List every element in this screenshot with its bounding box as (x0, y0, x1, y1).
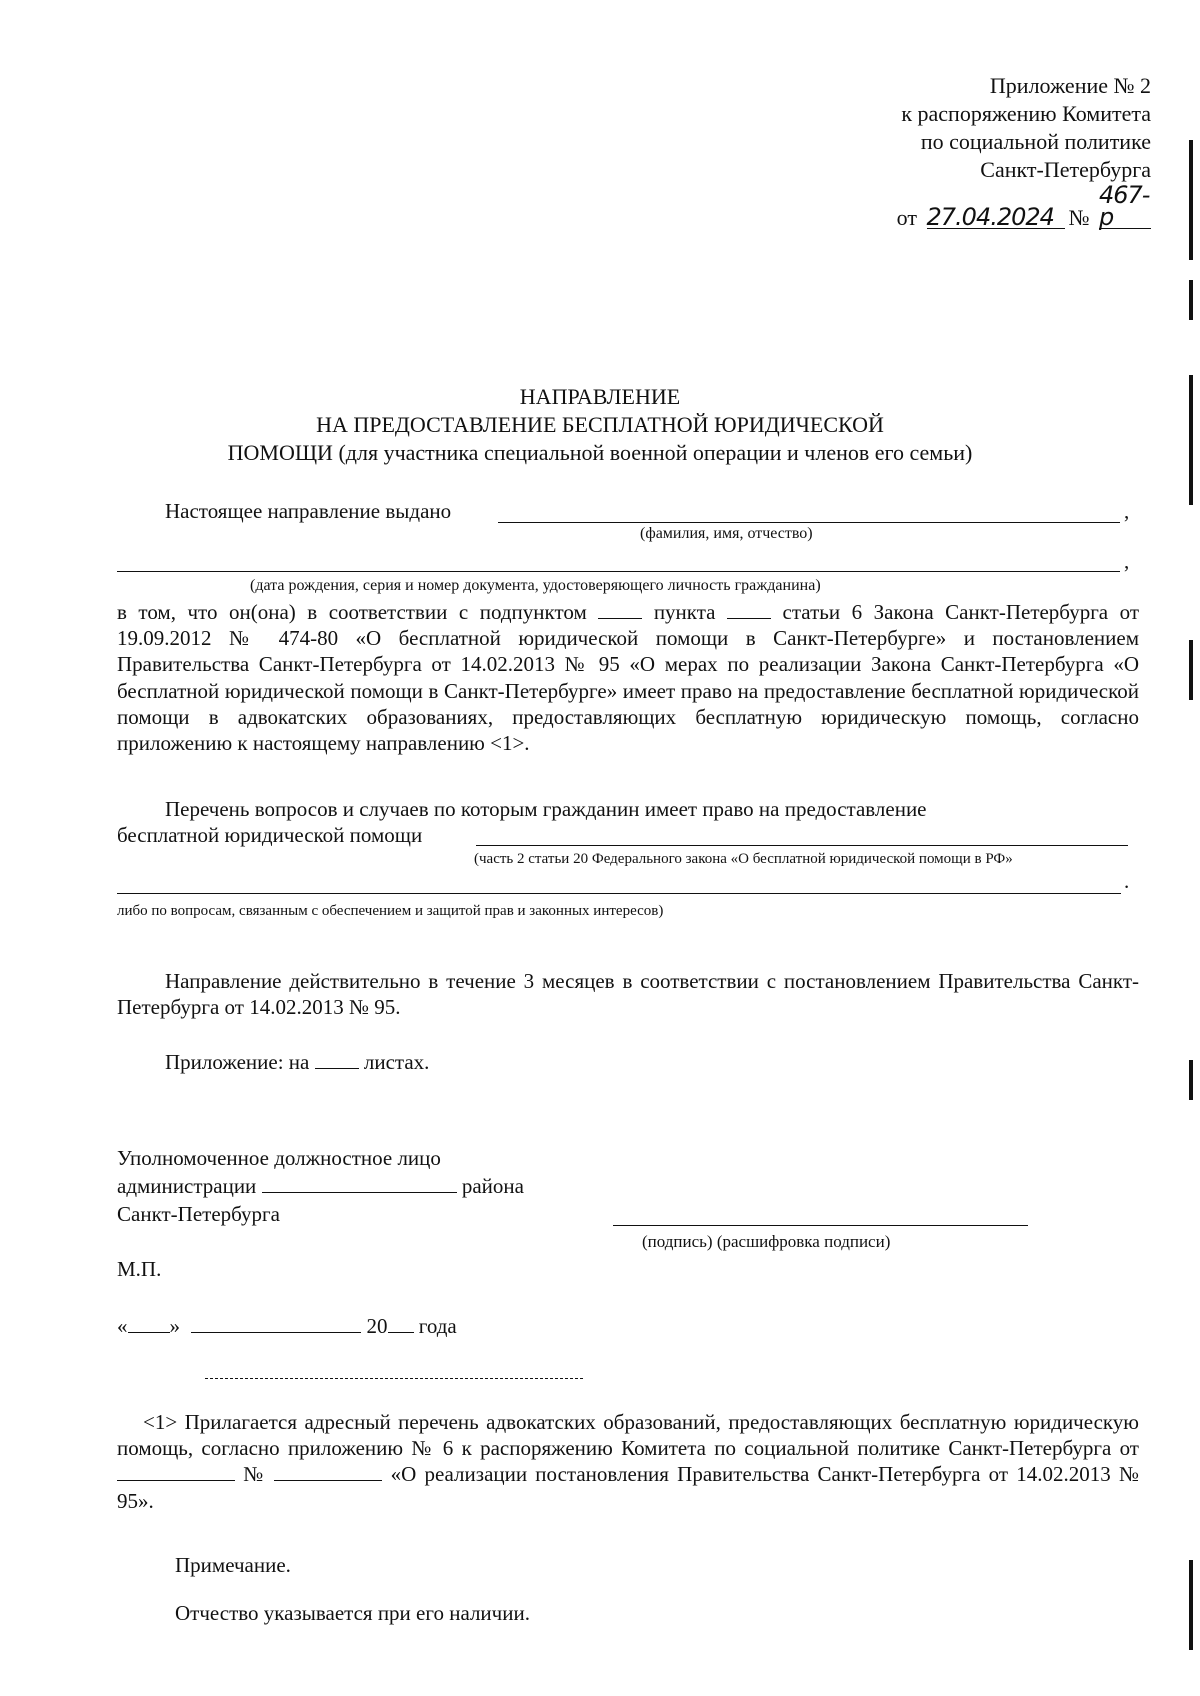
title-line-1: НАПРАВЛЕНИЕ (519, 384, 681, 409)
questions-paragraph (117, 796, 1139, 822)
year-prefix: 20 (366, 1314, 388, 1338)
attachment-prefix: Приложение: на (165, 1050, 310, 1074)
scan-edge (1189, 0, 1194, 1696)
validity-paragraph (117, 968, 1139, 1020)
appendix-header (897, 72, 1151, 232)
questions-blank-line-2 (117, 893, 1121, 894)
footnote-text-a: <1> Прилагается адресный перечень адвокатских образований, предоставляющих бесплатную юридическую помощь, согласно приложению № 6 к распоряжению Комитета по социальной политике Санкт-Петербурга от (117, 1410, 1139, 1461)
signature-decoding-blank-line (773, 1225, 1028, 1226)
questions-period: . (1124, 869, 1130, 893)
note-title: Примечание. (175, 1553, 291, 1577)
document-title (0, 383, 1200, 467)
document-caption: (дата рождения, серия и номер документа, удостоверяющего личность гражданина) (250, 577, 821, 594)
footnote-text-c: «О реализации постановления Правительства Санкт-Петербурга от 14.02.2013 № 95». (117, 1462, 1140, 1513)
note-text: Отчество указывается при его наличии. (175, 1601, 530, 1625)
signature-caption: (подпись) (расшифровка подписи) (642, 1232, 891, 1251)
official-line-2 (117, 1173, 524, 1199)
para1-part-b: пункта (653, 600, 716, 624)
point-blank (727, 600, 771, 619)
fio-caption: (фамилия, имя, отчество) (640, 525, 813, 542)
document-blank-line (117, 571, 1120, 572)
document-comma: , (1124, 549, 1130, 573)
day-blank (128, 1314, 170, 1333)
month-blank (191, 1314, 361, 1333)
year-blank (388, 1314, 414, 1333)
administration-label: администрации (117, 1174, 257, 1198)
law-caption: (часть 2 статьи 20 Федерального закона «О бесплатной юридической помощи в РФ» (474, 851, 1013, 867)
attachment-line (165, 1049, 429, 1075)
quote-close: » (169, 1314, 180, 1338)
official-line-3: Санкт-Петербурга (117, 1202, 280, 1226)
number-prefix: № (1068, 205, 1090, 230)
footnote-separator (205, 1378, 583, 1379)
footnote-number-blank (274, 1462, 382, 1481)
footnote-date-blank (117, 1462, 235, 1481)
district-label: района (461, 1174, 524, 1198)
questions-text: Перечень вопросов и случаев по которым гражданин имеет право на предоставление (165, 797, 927, 821)
quote-open: « (117, 1314, 128, 1338)
footnote-paragraph (117, 1409, 1139, 1514)
header-line-2: к распоряжению Комитета (901, 101, 1151, 126)
issued-label: Настоящее направление выдано (165, 499, 452, 523)
year-suffix: года (418, 1314, 457, 1338)
header-line-3: по социальной политике (920, 129, 1151, 154)
fio-comma: , (1124, 499, 1130, 523)
header-line-4: Санкт-Петербурга (980, 157, 1151, 182)
handwritten-date: 27.04.2024 (927, 206, 1065, 229)
title-line-2: НА ПРЕДОСТАВЛЕНИЕ БЕСПЛАТНОЙ ЮРИДИЧЕСКОЙ (316, 412, 884, 437)
header-line-1: Приложение № 2 (989, 73, 1151, 98)
fio-blank-line (498, 522, 1120, 523)
sheets-blank (315, 1050, 359, 1069)
footnote-number-sign: № (243, 1462, 267, 1487)
date-line (117, 1313, 457, 1339)
questions-blank-line (476, 845, 1128, 846)
date-prefix: от (896, 205, 917, 230)
stamp-place: М.П. (117, 1257, 162, 1281)
district-blank (262, 1174, 457, 1193)
signature-blank-line (613, 1225, 773, 1226)
attachment-suffix: листах. (363, 1050, 430, 1074)
title-line-3: ПОМОЩИ (для участника специальной военной операции и членов его семьи) (227, 440, 973, 465)
subparagraph-blank (598, 600, 642, 619)
header-date-line (896, 181, 1151, 232)
questions-label: бесплатной юридической помощи (117, 823, 423, 847)
para1-part-c: статьи 6 Закона Санкт-Петербурга от 19.09.2012 № 474-80 «О бесплатной юридической помощи в Санкт-Петербурге» и постановлением Правительства Санкт-Петербурга от 14.02.2013 № 95 «О мерах по реализации Закона Санкт-Петербурга «О бесплатной юридической помощи в Санкт-Петербурге» имеет право на предоставление бесплатной юридической помощи в адвокатских образованиях, предоставляющих бесплатную юридическую помощь, согласно приложению к настоящему направлению <1>. (117, 600, 1140, 756)
also-caption: либо по вопросам, связанным с обеспечением и защитой прав и законных интересов) (117, 903, 664, 919)
official-line-1: Уполномоченное должностное лицо (117, 1146, 441, 1170)
para1-part-a: в том, что он(она) в соответствии с подпунктом (117, 600, 587, 624)
handwritten-number: 467-р (1099, 181, 1150, 231)
main-paragraph (117, 599, 1139, 756)
validity-text: Направление действительно в течение 3 месяцев в соответствии с постановлением Правительства Санкт-Петербурга от 14.02.2013 № 95. (117, 969, 1139, 1020)
